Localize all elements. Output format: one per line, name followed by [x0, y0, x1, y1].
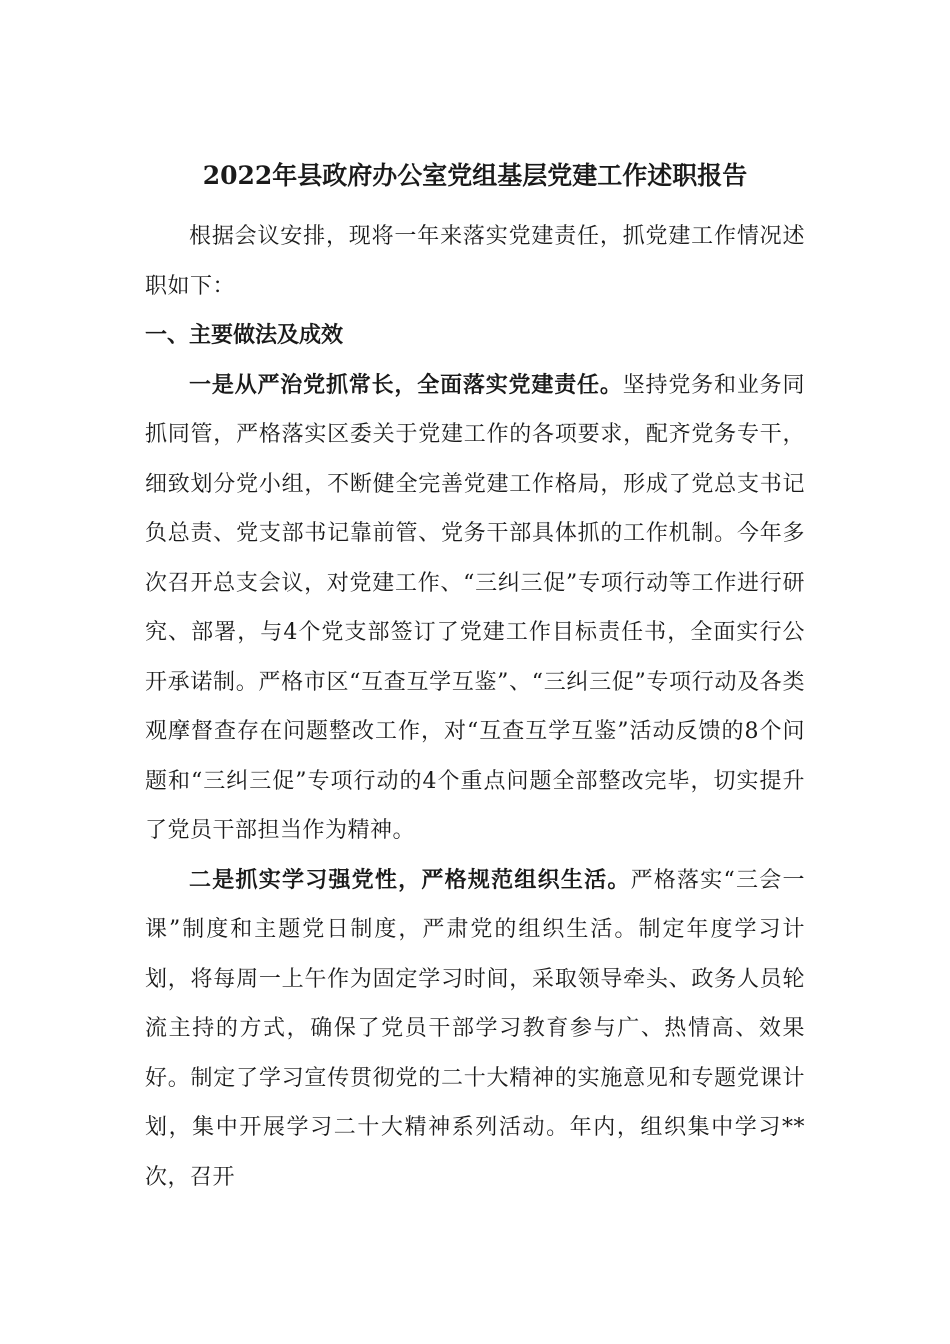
intro-paragraph: 根据会议安排，现将一年来落实党建责任，抓党建工作情况述职如下： — [145, 224, 805, 299]
paragraph-1 — [145, 361, 805, 856]
section-heading: 一、主要做法及成效 — [145, 322, 344, 348]
paragraph-1-lead: 一是从严治党抓常长，全面落实党建责任。 — [189, 371, 623, 398]
document-title: 2022年县政府办公室党组基层党建工作述职报告 — [202, 161, 748, 190]
paragraph-2 — [145, 856, 805, 1203]
paragraph-2-lead: 二是抓实学习强党性，严格规范组织生活。 — [189, 866, 631, 893]
paragraph-2-text: 严格落实“三会一课”制度和主题党日制度，严肃党的组织生活。制定年度学习计划，将每周一上午作为固定学习时间，采取领导牵头、政务人员轮流主持的方式，确保了党员干部学习教育参与广、热情高、效果好。制定了学习宣传贯彻党的二十大精神的实施意见和专题党课计划，集中开展学习二十大精神系列活动。年内，组织集中学习**次，召开 — [145, 867, 805, 1190]
document-body — [145, 212, 805, 1202]
paragraph-1-text: 坚持党务和业务同抓同管，严格落实区委关于党建工作的各项要求，配齐党务专干，细致划分党小组，不断健全完善党建工作格局，形成了党总支书记负总责、党支部书记靠前管、党务干部具体抓的工作机制。今年多次召开总支会议，对党建工作、“三纠三促”专项行动等工作进行研究、部署，与4个党支部签订了党建工作目标责任书，全面实行公开承诺制。严格市区“互查互学互鉴”、“三纠三促”专项行动及各类观摩督查存在问题整改工作，对“互查互学互鉴”活动反馈的8个问题和“三纠三促”专项行动的4个重点问题全部整改完毕，切实提升了党员干部担当作为精神。 — [145, 372, 805, 843]
